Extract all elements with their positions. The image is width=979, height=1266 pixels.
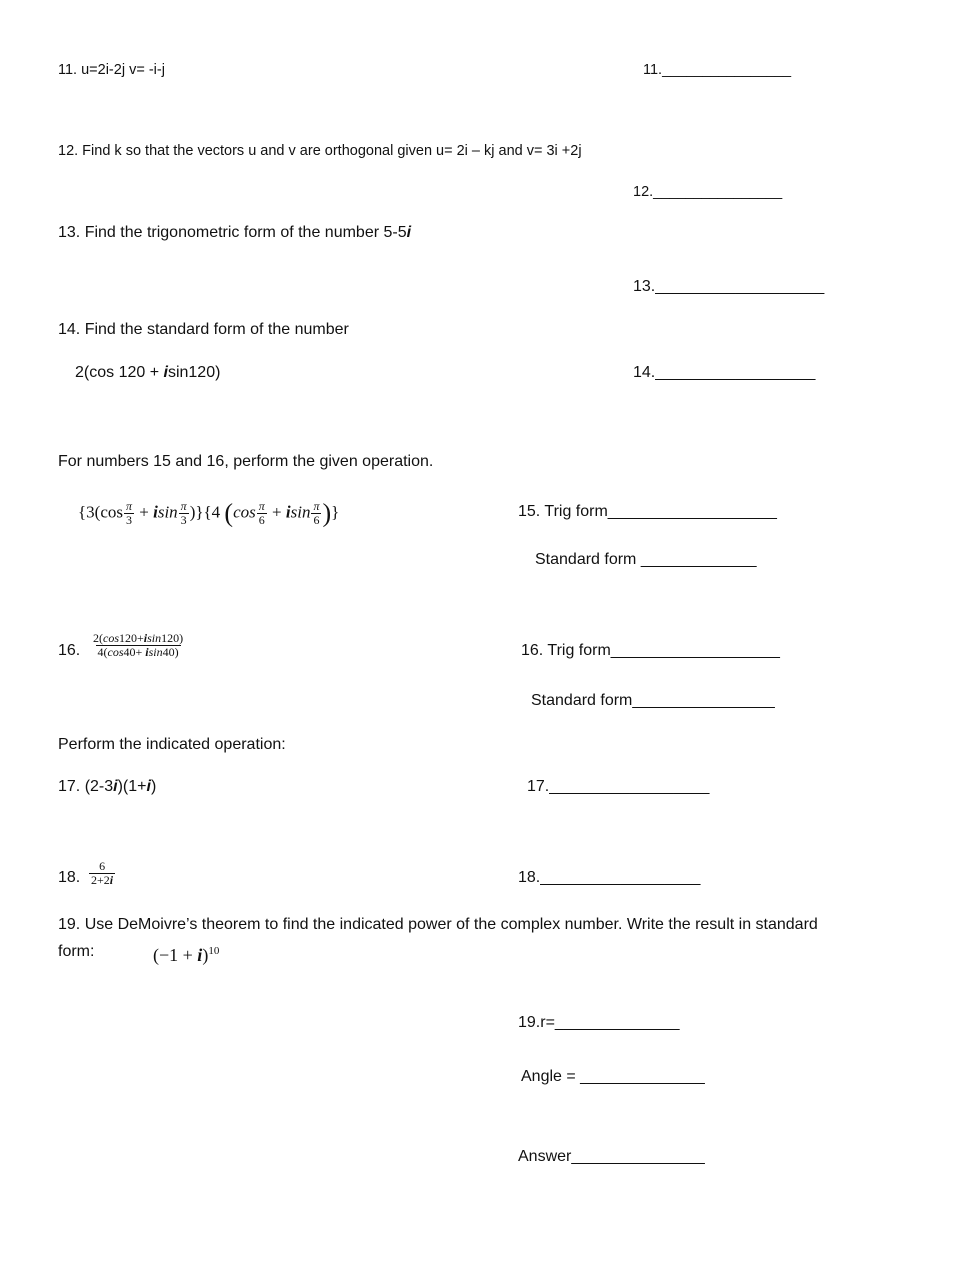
q18-fraction: $\frac{6}{2+2i}$	[91, 859, 114, 887]
q19-expression: $(-1 + i)^{10}$	[153, 945, 220, 965]
q13-answer-blank[interactable]: 13.___________________	[633, 278, 825, 295]
q12-answer-blank[interactable]: 12.________________	[633, 184, 783, 200]
q17-answer-blank[interactable]: 17.__________________	[527, 778, 710, 795]
q16-label: 16.	[58, 642, 81, 659]
q19-angle-blank[interactable]: Angle = ______________	[521, 1068, 705, 1085]
q18-label: 18.	[58, 869, 81, 886]
q19-prompt-form: form:	[58, 943, 95, 960]
q16-fraction: $\frac{2(\cos 120+isin120)}{4(\cos 40+ isin40)}$	[93, 631, 184, 659]
section-heading-15-16: For numbers 15 and 16, perform the given operation.	[58, 453, 434, 470]
q15-standard-form-blank[interactable]: Standard form _____________	[535, 551, 757, 568]
q15-trig-form-blank[interactable]: 15. Trig form___________________	[518, 503, 777, 520]
q11-prompt: 11. u=2i-2j v= -i-j	[58, 62, 165, 78]
q14-prompt: 14. Find the standard form of the number	[58, 321, 349, 338]
q14-answer-blank[interactable]: 14.__________________	[633, 364, 816, 381]
q14-expression: 2(cos 120 + isin120)	[75, 364, 221, 381]
q13-prompt: 13. Find the trigonometric form of the number 5-5i	[58, 224, 412, 241]
q16-trig-form-blank[interactable]: 16. Trig form___________________	[521, 642, 780, 659]
q18-answer-blank[interactable]: 18.__________________	[518, 869, 701, 886]
q11-answer-blank[interactable]: 11.________________	[643, 62, 792, 78]
section-heading-operation: Perform the indicated operation:	[58, 736, 286, 753]
q19-prompt: 19. Use DeMoivre’s theorem to find the indicated power of the complex number. Write the result in standard	[58, 916, 818, 933]
q19-answer-blank[interactable]: Answer_______________	[518, 1148, 705, 1165]
q17-expression: 17. (2-3i)(1+i)	[58, 778, 157, 795]
q12-prompt: 12. Find k so that the vectors u and v are orthogonal given u= 2i – kj and v= 3i +2j	[58, 143, 582, 159]
q19-r-blank[interactable]: 19.r=______________	[518, 1014, 680, 1031]
q15-expression: {3(cos $\frac{\pi}{3}$ + isin $\frac{\pi}{3}$ )}{4 (cos $\frac{\pi}{6}$ + isin $\frac{\pi}{6}$ )}	[78, 498, 340, 528]
q16-standard-form-blank[interactable]: Standard form________________	[531, 692, 775, 709]
